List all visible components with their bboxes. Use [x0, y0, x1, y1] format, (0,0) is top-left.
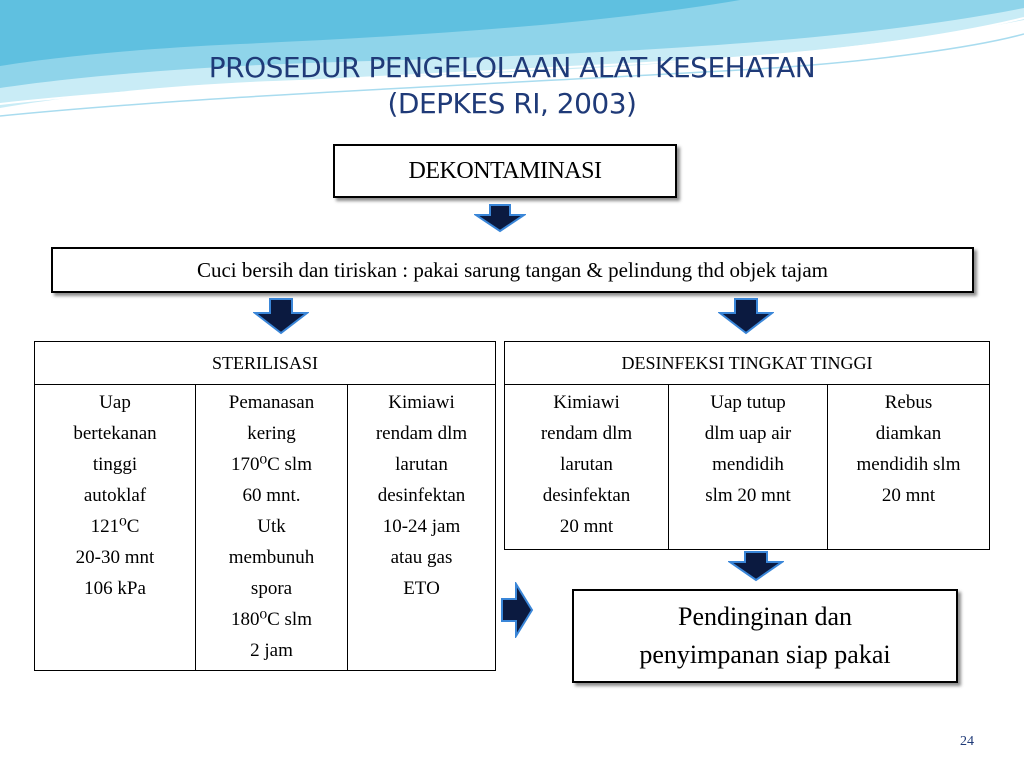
page-number: 24 [960, 734, 974, 749]
title-line-1: PROSEDUR PENGELOLAAN ALAT KESEHATAN [208, 51, 816, 84]
text-line: larutan [395, 454, 448, 475]
text-line: atau gas [390, 547, 453, 568]
arrow-down-icon [474, 203, 526, 233]
text-line: mendidih slm [856, 454, 961, 475]
desinfeksi-cell-kimiawi [505, 385, 669, 550]
text-line: kering [247, 423, 296, 444]
text-line: desinfektan [377, 485, 466, 506]
text-line: 60 mnt. [242, 485, 301, 506]
text-line: dlm uap air [704, 423, 792, 444]
sterilisasi-table [34, 341, 496, 671]
text-line: membunuh [228, 547, 315, 568]
sterilisasi-header: STERILISASI [35, 342, 496, 385]
text-line: 121⁰C [90, 516, 140, 537]
sterilisasi-cell-kimiawi [348, 385, 496, 671]
text-line: 2 jam [250, 640, 293, 661]
text-line: autoklaf [83, 485, 147, 506]
text-line: rendam dlm [540, 423, 633, 444]
text-line: Pemanasan [228, 392, 315, 413]
page-title [0, 50, 1024, 122]
text-line: slm 20 mnt [705, 485, 791, 506]
text-line: diamkan [875, 423, 942, 444]
title-line-2: (DEPKES RI, 2003) [387, 87, 637, 120]
pendinginan-box [572, 589, 958, 683]
text-line: 20 mnt [559, 516, 614, 537]
text-line: mendidih [712, 454, 784, 475]
arrow-right-icon [500, 582, 534, 638]
desinfeksi-cell-rebus [828, 385, 990, 550]
text-line: 170⁰C slm [231, 454, 312, 475]
sterilisasi-cell-uap [35, 385, 196, 671]
text-line: 20 mnt [881, 485, 936, 506]
desinfeksi-cell-uap [669, 385, 828, 550]
text-line: desinfektan [542, 485, 631, 506]
dekontaminasi-box [333, 144, 677, 198]
text-line: 106 kPa [84, 578, 146, 599]
arrow-down-icon [253, 297, 309, 335]
text-line: Rebus [884, 392, 933, 413]
text-line: larutan [560, 454, 613, 475]
text-line: Kimiawi [388, 392, 455, 413]
text-line: bertekanan [73, 423, 157, 444]
pendinginan-line-2: penyimpanan siap pakai [639, 640, 891, 669]
arrow-down-icon [728, 550, 784, 582]
text-line: spora [250, 578, 293, 599]
text-line: Uap [99, 392, 131, 413]
desinfeksi-header: DESINFEKSI TINGKAT TINGGI [505, 342, 990, 385]
desinfeksi-table [504, 341, 990, 550]
text-line: Utk [257, 516, 286, 537]
text-line: 180⁰C slm [231, 609, 312, 630]
text-line: rendam dlm [375, 423, 468, 444]
pendinginan-line-1: Pendinginan dan [677, 602, 853, 631]
cuci-label: Cuci bersih dan tiriskan : pakai sarung tangan & pelindung thd objek tajam [196, 257, 829, 282]
text-line: tinggi [92, 454, 138, 475]
text-line: 20-30 mnt [75, 547, 155, 568]
dekontaminasi-label: DEKONTAMINASI [408, 157, 602, 184]
sterilisasi-cell-pemanasan [196, 385, 348, 671]
text-line: Kimiawi [553, 392, 620, 413]
text-line: 10-24 jam [382, 516, 461, 537]
text-line: ETO [403, 578, 440, 599]
text-line: Uap tutup [710, 392, 786, 413]
arrow-down-icon [718, 297, 774, 335]
cuci-box [51, 247, 974, 293]
